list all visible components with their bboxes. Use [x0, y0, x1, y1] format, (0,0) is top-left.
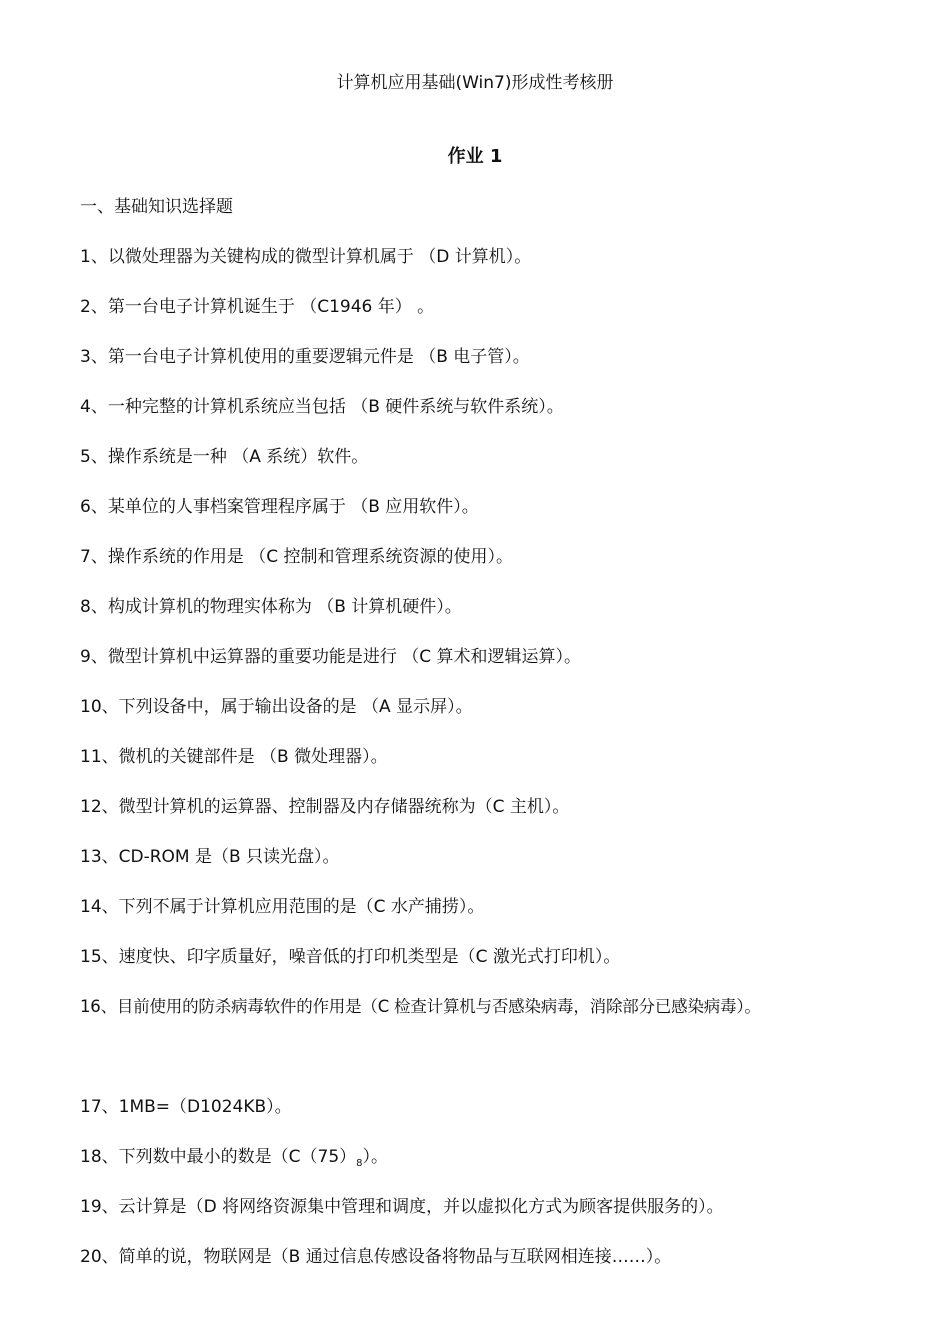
- question-item: 7、操作系统的作用是 （C 控制和管理系统资源的使用）。: [80, 547, 513, 567]
- document-title: 计算机应用基础(Win7)形成性考核册: [336, 73, 614, 93]
- question-item: 14、下列不属于计算机应用范围的是（C 水产捕捞）。: [80, 897, 485, 917]
- section-title: 一、基础知识选择题: [80, 197, 233, 217]
- question-item: 15、速度快、印字质量好，噪音低的打印机类型是（C 激光式打印机）。: [80, 947, 621, 967]
- question-item: 11、微机的关键部件是 （B 微处理器）。: [80, 747, 388, 767]
- question-item: 12、微型计算机的运算器、控制器及内存储器统称为（C 主机）。: [80, 797, 570, 817]
- question-item: 1、以微处理器为关键构成的微型计算机属于 （D 计算机）。: [80, 247, 532, 267]
- question-18-suffix: ）。: [362, 1147, 389, 1167]
- question-item-18: [80, 1144, 940, 1194]
- question-item: 9、微型计算机中运算器的重要功能是进行 （C 算术和逻辑运算）。: [80, 647, 581, 667]
- question-item: 2、第一台电子计算机诞生于 （C1946 年） 。: [80, 297, 435, 317]
- question-item: 10、下列设备中，属于输出设备的是 （A 显示屏）。: [80, 697, 473, 717]
- question-list: [80, 244, 940, 1294]
- question-18-prefix: 18、下列数中最小的数是（C（75）: [80, 1147, 357, 1167]
- question-item: 20、简单的说，物联网是（B 通过信息传感设备将物品与互联网相连接……）。: [80, 1247, 672, 1267]
- assignment-title: 作业 1: [447, 146, 503, 167]
- question-item: 6、某单位的人事档案管理程序属于 （B 应用软件）。: [80, 497, 479, 517]
- question-item: 13、CD-ROM 是（B 只读光盘）。: [80, 847, 340, 867]
- question-item: 17、1MB=（D1024KB）。: [80, 1097, 292, 1117]
- question-item: 4、一种完整的计算机系统应当包括 （B 硬件系统与软件系统）。: [80, 397, 564, 417]
- question-item: 3、第一台电子计算机使用的重要逻辑元件是 （B 电子管）。: [80, 347, 530, 367]
- question-item: 8、构成计算机的物理实体称为 （B 计算机硬件）。: [80, 597, 462, 617]
- question-item: 16、目前使用的防杀病毒软件的作用是（C 检查计算机与否感染病毒，消除部分已感染病毒）。: [80, 997, 761, 1016]
- question-item: 19、云计算是（D 将网络资源集中管理和调度，并以虚拟化方式为顾客提供服务的）。: [80, 1197, 724, 1217]
- question-18-subscript: 8: [356, 1158, 363, 1169]
- question-item: 5、操作系统是一种 （A 系统）软件。: [80, 447, 369, 467]
